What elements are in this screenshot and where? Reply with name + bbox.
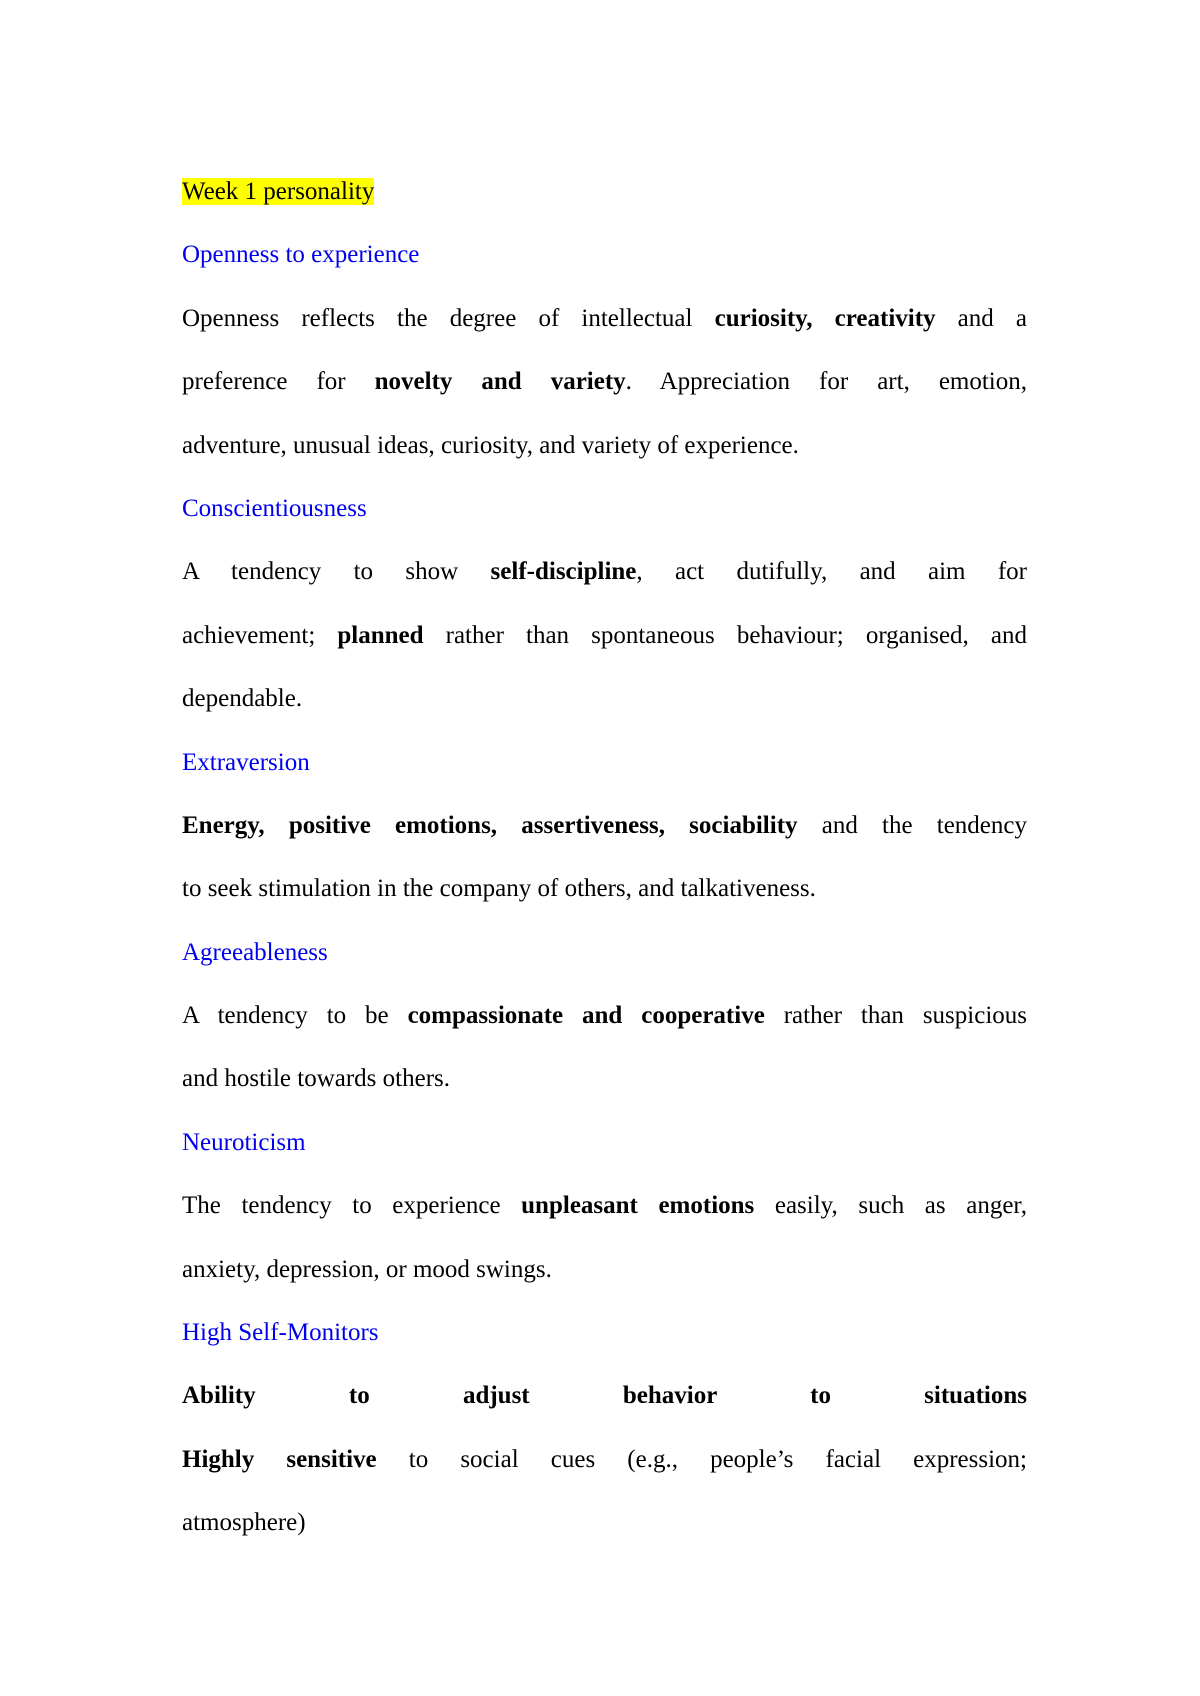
text-run: Openness reflects the degree of intellectual [182,304,715,332]
paragraph-line [182,414,1027,477]
paragraph-line [182,794,1027,857]
bold-text: compassionate and cooperative [407,1002,765,1030]
section-heading: Openness to experience [182,241,420,269]
bold-text: novelty and variety [374,368,626,396]
paragraph-line [182,667,1027,730]
text-run: and a [935,304,1028,332]
text-run: to seek stimulation in the company of others, and talkativeness. [182,875,816,903]
section-agreeableness [182,921,1027,1111]
section-heading: Conscientiousness [182,494,367,522]
paragraph-line [182,1174,1027,1237]
text-run: to social cues (e.g., people’s facial expression; [376,1445,1027,1473]
text-run: adventure, unusual ideas, curiosity, and variety of experience. [182,431,799,459]
paragraph-line [182,1238,1027,1301]
section-extraversion [182,731,1027,921]
text-run: anxiety, depression, or mood swings. [182,1255,552,1283]
text-run: dependable. [182,685,303,713]
bold-text: planned [337,621,424,649]
paragraph-line [182,540,1027,603]
text-run: atmosphere) [182,1509,306,1537]
paragraph-line [182,350,1027,413]
bold-text: Ability to adjust behavior to situations [182,1382,1027,1410]
bold-text: curiosity, creativity [714,304,936,332]
bold-text: Highly sensitive [182,1445,377,1473]
paragraph-line [182,604,1027,667]
section-heading: Extraversion [182,748,310,776]
text-run: rather than suspicious [764,1002,1028,1030]
text-run: achievement; [182,621,338,649]
paragraph-line [182,287,1027,350]
paragraph-line [182,1047,1027,1110]
paragraph-line [182,1364,1027,1427]
text-run: and hostile towards others. [182,1065,451,1093]
text-run: rather than spontaneous behaviour; organised, and [423,621,1027,649]
text-run: easily, such as anger, [754,1192,1027,1220]
document-title: Week 1 personality [182,178,375,205]
bold-text: self-discipline [490,558,637,586]
section-neuroticism [182,1111,1027,1301]
section-heading: High Self-Monitors [182,1319,379,1347]
section-high-self-monitors [182,1301,1027,1555]
text-run: The tendency to experience [182,1192,522,1220]
text-run: , act dutifully, and aim for [636,558,1028,586]
text-run: . Appreciation for art, emotion, [625,368,1028,396]
title-line [182,160,1027,223]
paragraph-line [182,984,1027,1047]
section-heading: Agreeableness [182,938,328,966]
paragraph-line [182,1491,1027,1554]
bold-text: unpleasant emotions [521,1192,755,1220]
section-openness-to-experience [182,223,1027,477]
section-conscientiousness [182,477,1027,731]
text-run: A tendency to show [182,558,491,586]
text-run: A tendency to be [182,1002,408,1030]
sections-container [182,223,1027,1554]
section-heading: Neuroticism [182,1128,306,1156]
text-run: and the tendency [797,811,1027,839]
document-page [182,160,1027,1555]
bold-text: Energy, positive emotions, assertiveness, sociability [182,811,798,839]
text-run: preference for [182,368,375,396]
paragraph-line [182,857,1027,920]
paragraph-line [182,1428,1027,1491]
